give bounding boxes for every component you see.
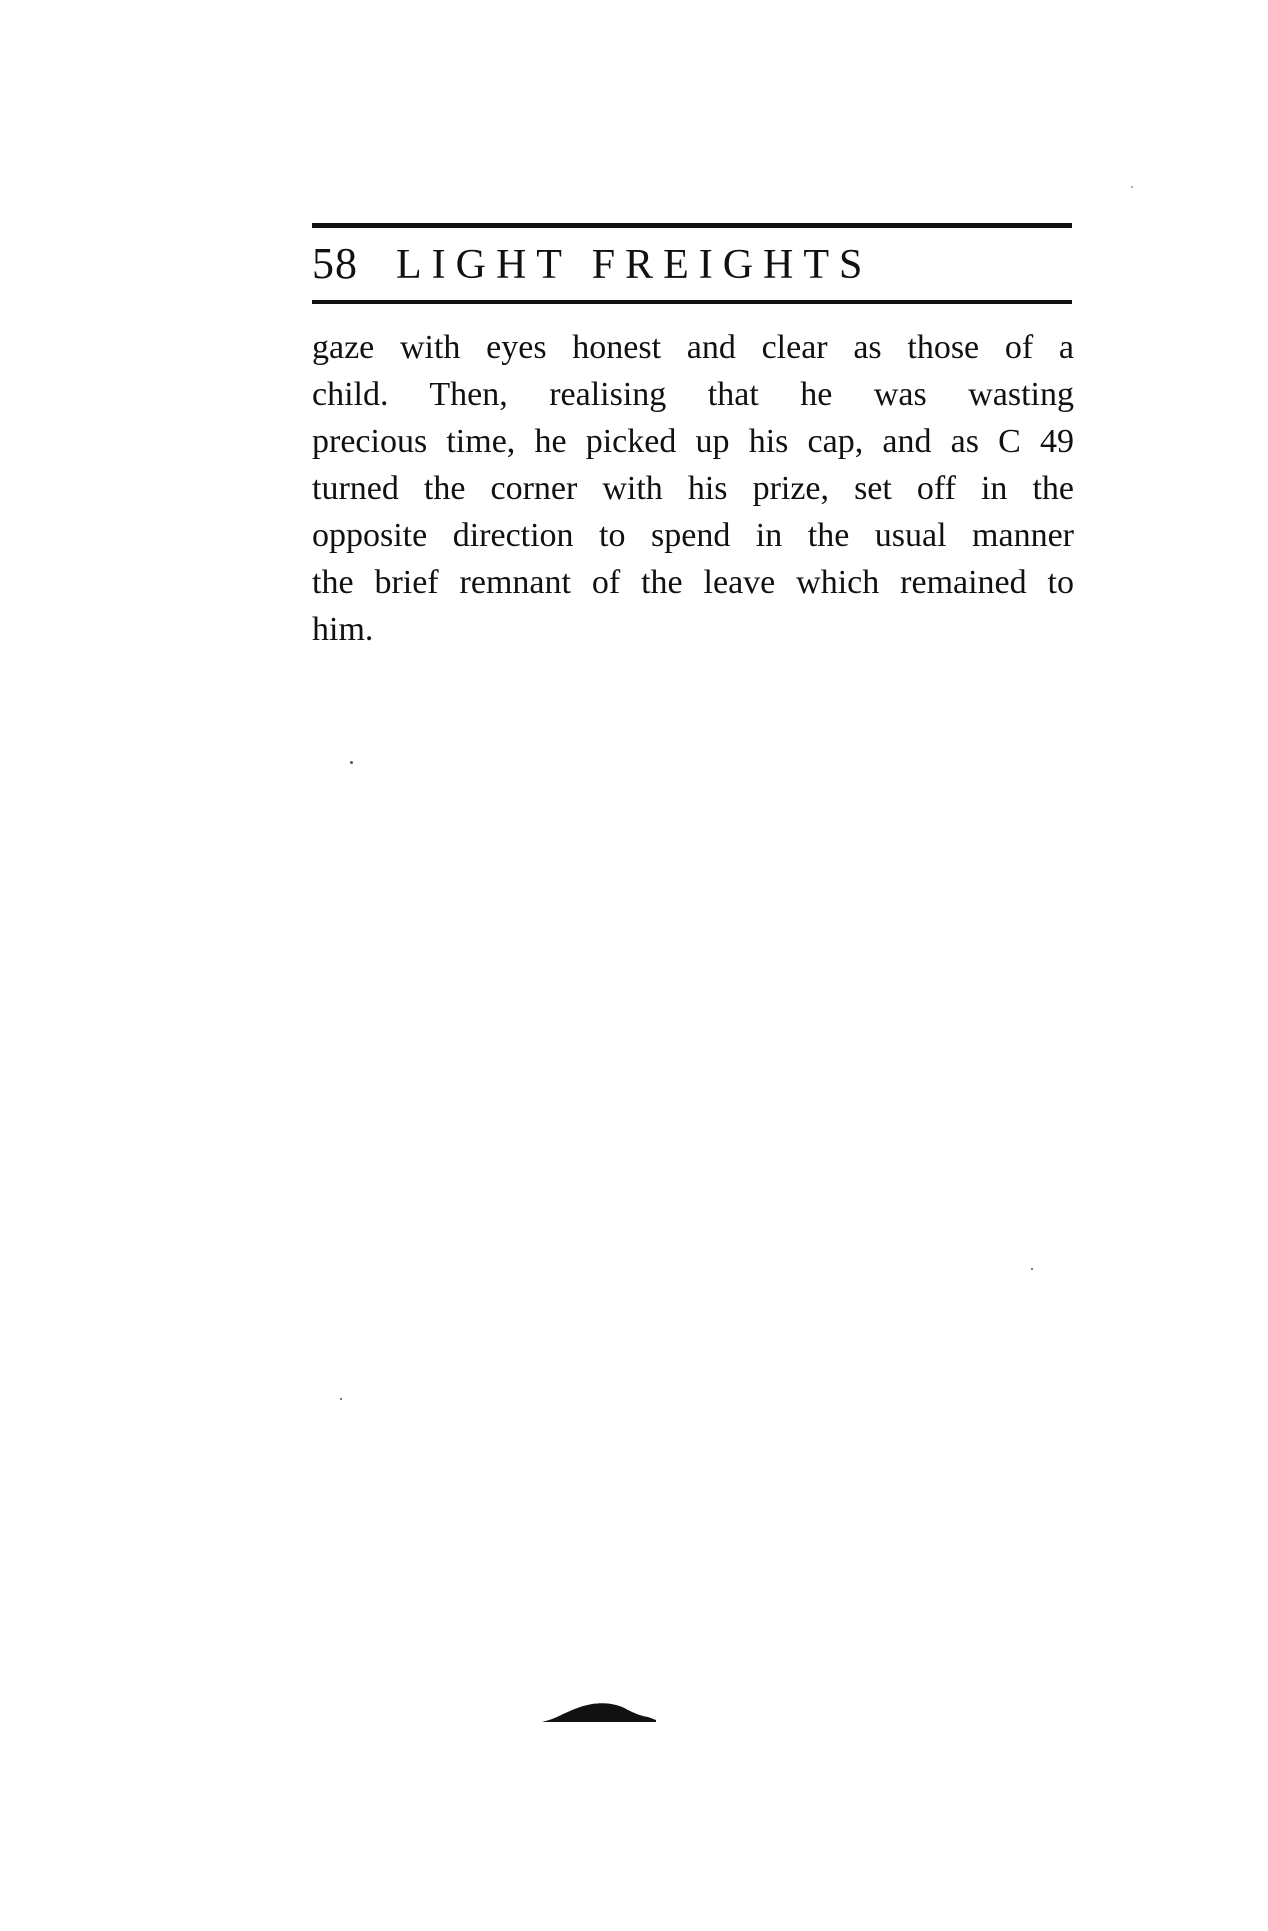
paper-speck [1131,186,1133,188]
header-rule-bottom [312,300,1072,304]
text-line: precious time, he picked up his cap, and as C 49 [312,423,1074,460]
text-line: turned the corner with his prize, set off in the [312,470,1074,507]
header-rule-top [312,223,1072,228]
text-line: opposite direction to spend in the usual manner [312,517,1074,554]
text-line: him. [312,611,374,648]
text-line: gaze with eyes honest and clear as those of a [312,329,1074,366]
page-number: 58 [312,239,358,288]
text-line: the brief remnant of the leave which remained to [312,564,1074,601]
paper-speck [350,761,353,764]
text-line: child. Then, realising that he was wasting [312,376,1074,413]
running-title: LIGHT FREIGHTS [396,242,873,288]
body-paragraph [312,324,1074,653]
printer-ornament-icon [540,1700,658,1724]
paper-speck [1031,1268,1033,1270]
running-head [312,238,1072,298]
paper-speck [340,1398,342,1400]
